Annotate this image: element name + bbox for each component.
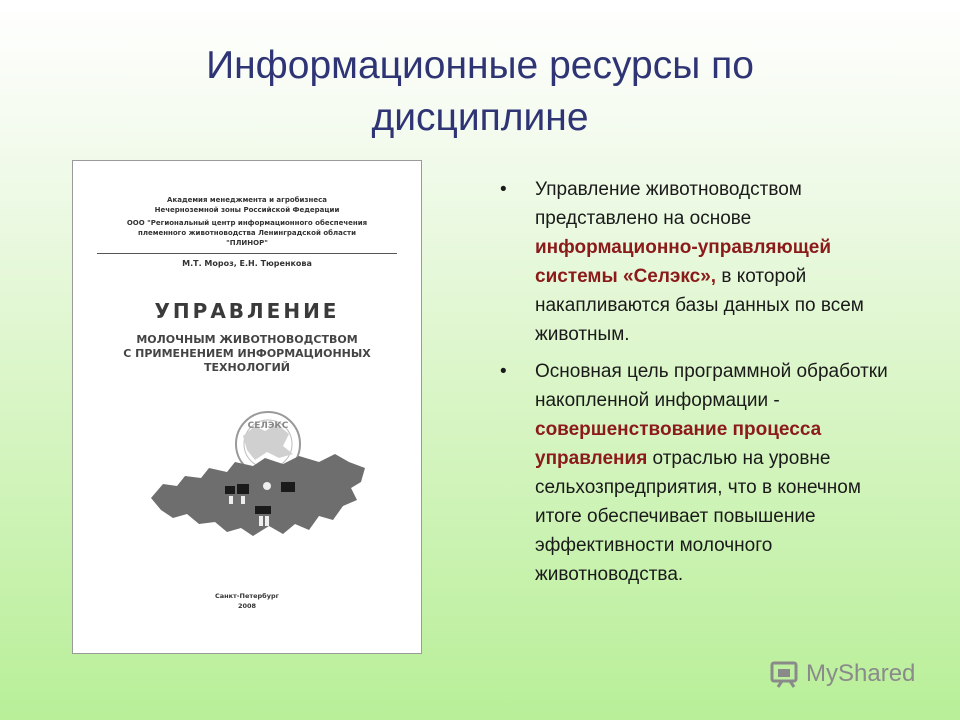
book-cover-image: [72, 160, 422, 654]
book-org-line2: племенного животноводства Ленинградской области: [138, 229, 356, 237]
myshared-logo-icon: [768, 659, 804, 689]
russia-map-icon: [143, 406, 373, 556]
bullet-1-highlight: информационно-управляющей системы «Селэкс»,: [535, 237, 832, 287]
myshared-logo-text: MyShared: [806, 660, 916, 687]
book-organization: [73, 218, 421, 248]
bullet-2-highlight: совершенствование процесса управления: [535, 419, 822, 469]
book-title-main: УПРАВЛЕНИЕ: [154, 299, 340, 323]
book-title-sub3: ТЕХНОЛОГИЙ: [204, 361, 290, 374]
bullet-2-text-end: отраслью на уровне сельхозпредприятия, что в конечном итоге обеспечивает повышение эффективности молочного животноводства.: [535, 448, 861, 585]
book-place: Санкт-Петербург: [214, 592, 280, 600]
bullet-dot: •: [500, 361, 507, 382]
book-publisher-line1: Академия менеджмента и агробизнеса: [167, 196, 327, 204]
bullet-list: [500, 175, 910, 597]
book-authors: М.Т. Мороз, Е.Н. Тюренкова: [182, 259, 312, 268]
book-title-sub2: С ПРИМЕНЕНИЕМ ИНФОРМАЦИОННЫХ: [123, 347, 371, 360]
bullet-1-text: Управление животноводством представлено на основе: [535, 179, 802, 229]
book-place-year: [73, 591, 421, 611]
selex-emblem-text: СЕЛЭКС: [247, 421, 289, 431]
bullet-2-text: Основная цель программной обработки накопленной информации -: [535, 361, 888, 411]
book-title-sub1: МОЛОЧНЫМ ЖИВОТНОВОДСТВОМ: [136, 333, 358, 346]
book-year: 2008: [237, 602, 257, 610]
book-title-sub: [73, 333, 421, 375]
myshared-watermark: [768, 658, 928, 690]
book-org-line1: ООО "Региональный центр информационного обеспечения: [126, 219, 368, 227]
book-publisher: [73, 195, 421, 215]
bullet-item-2: [500, 357, 910, 589]
book-publisher-line2: Нечерноземной зоны Российской Федерации: [154, 206, 340, 214]
book-divider: [97, 253, 397, 254]
slide-title: [130, 40, 830, 144]
bullet-item-1: [500, 175, 910, 349]
bullet-1-text-end: в которой накапливаются базы данных по всем животным.: [535, 266, 864, 345]
bullet-dot: •: [500, 179, 507, 200]
slide-title-line1: Информационные ресурсы по: [206, 44, 754, 87]
slide-title-line2: дисциплине: [371, 96, 589, 139]
book-org-line3: "ПЛИНОР": [226, 239, 268, 247]
